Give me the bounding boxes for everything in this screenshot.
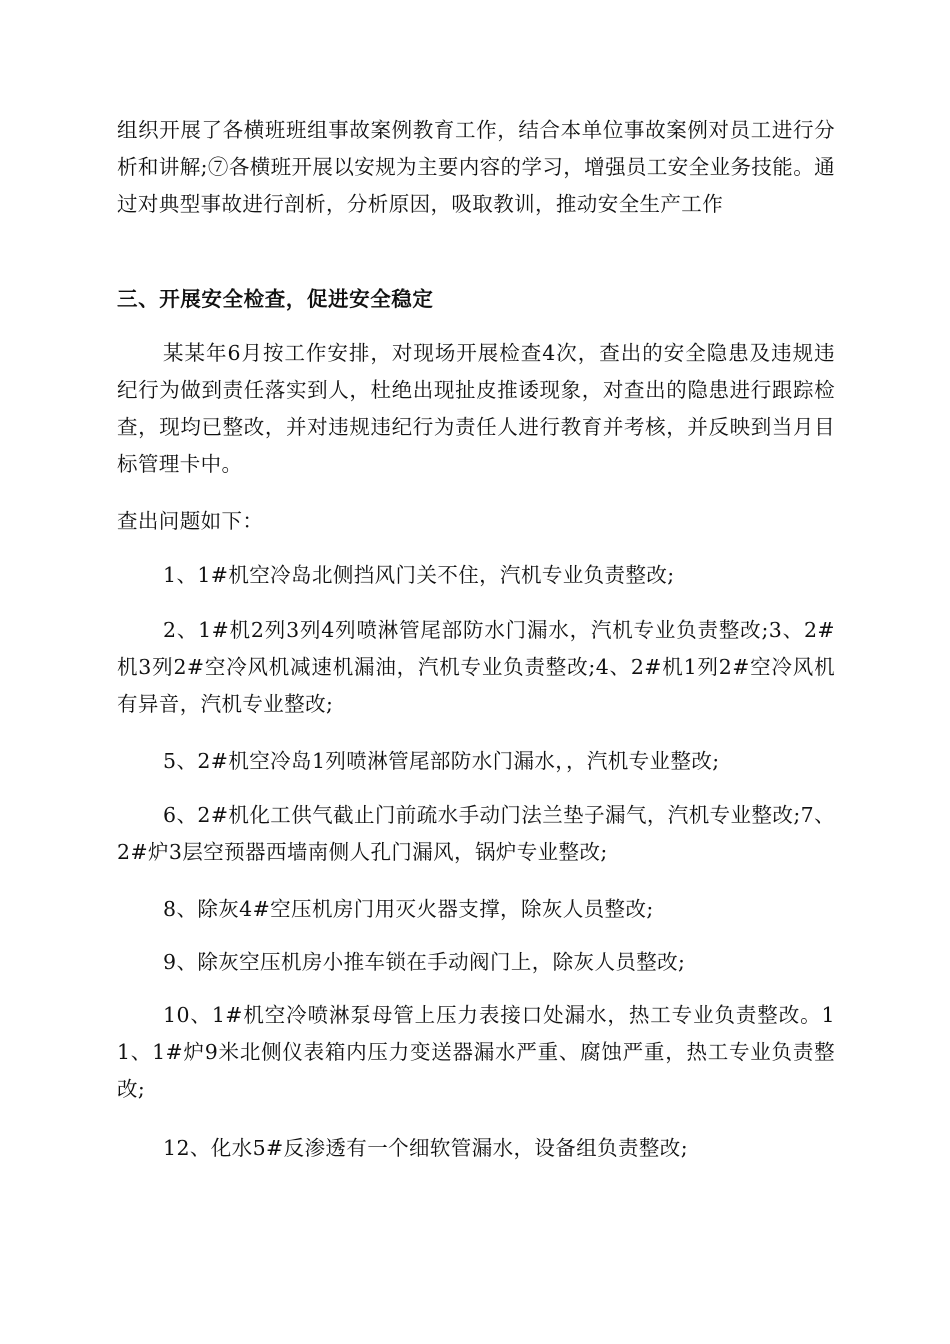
issue-item: 6、2#机化工供气截止门前疏水手动门法兰垫子漏气，汽机专业整改;7、2#炉3层空预器西墙南侧人孔门漏风，锅炉专业整改; [117, 803, 835, 864]
issue-item: 9、除灰空压机房小推车锁在手动阀门上，除灰人员整改; [163, 950, 686, 974]
issue-item: 2、1#机2列3列4列喷淋管尾部防水门漏水，汽机专业负责整改;3、2#机3列2#空冷风机减速机漏油，汽机专业负责整改;4、2#机1列2#空冷风机有异音，汽机专业整改; [117, 618, 835, 716]
section-heading: 三、开展安全检查，促进安全稳定 [117, 287, 434, 311]
intro-paragraph: 组织开展了各横班班组事故案例教育工作，结合本单位事故案例对员工进行分析和讲解;⑦各横班开展以安规为主要内容的学习，增强员工安全业务技能。通过对典型事故进行剖析，分析原因，吸取教训，推动安全生产工作 [117, 118, 835, 216]
inspection-paragraph: 某某年6月按工作安排，对现场开展检查4次，查出的安全隐患及违规违纪行为做到责任落实到人，杜绝出现扯皮推诿现象，对查出的隐患进行跟踪检查，现均已整改，并对违规违纪行为责任人进行教育并考核，并反映到当月目标管理卡中。 [117, 341, 835, 476]
issue-item: 8、除灰4#空压机房门用灭火器支撑，除灰人员整改; [163, 897, 654, 921]
issue-item: 10、1#机空冷喷淋泵母管上压力表接口处漏水，热工专业负责整改。11、1#炉9米北侧仪表箱内压力变送器漏水严重、腐蚀严重，热工专业负责整改; [117, 1003, 835, 1101]
issue-item: 5、2#机空冷岛1列喷淋管尾部防水门漏水，，汽机专业整改; [163, 749, 720, 773]
issue-item: 12、化水5#反渗透有一个细软管漏水，设备组负责整改; [163, 1136, 689, 1160]
issues-label: 查出问题如下： [117, 509, 264, 533]
issue-item: 1、1#机空冷岛北侧挡风门关不住，汽机专业负责整改; [163, 563, 675, 587]
